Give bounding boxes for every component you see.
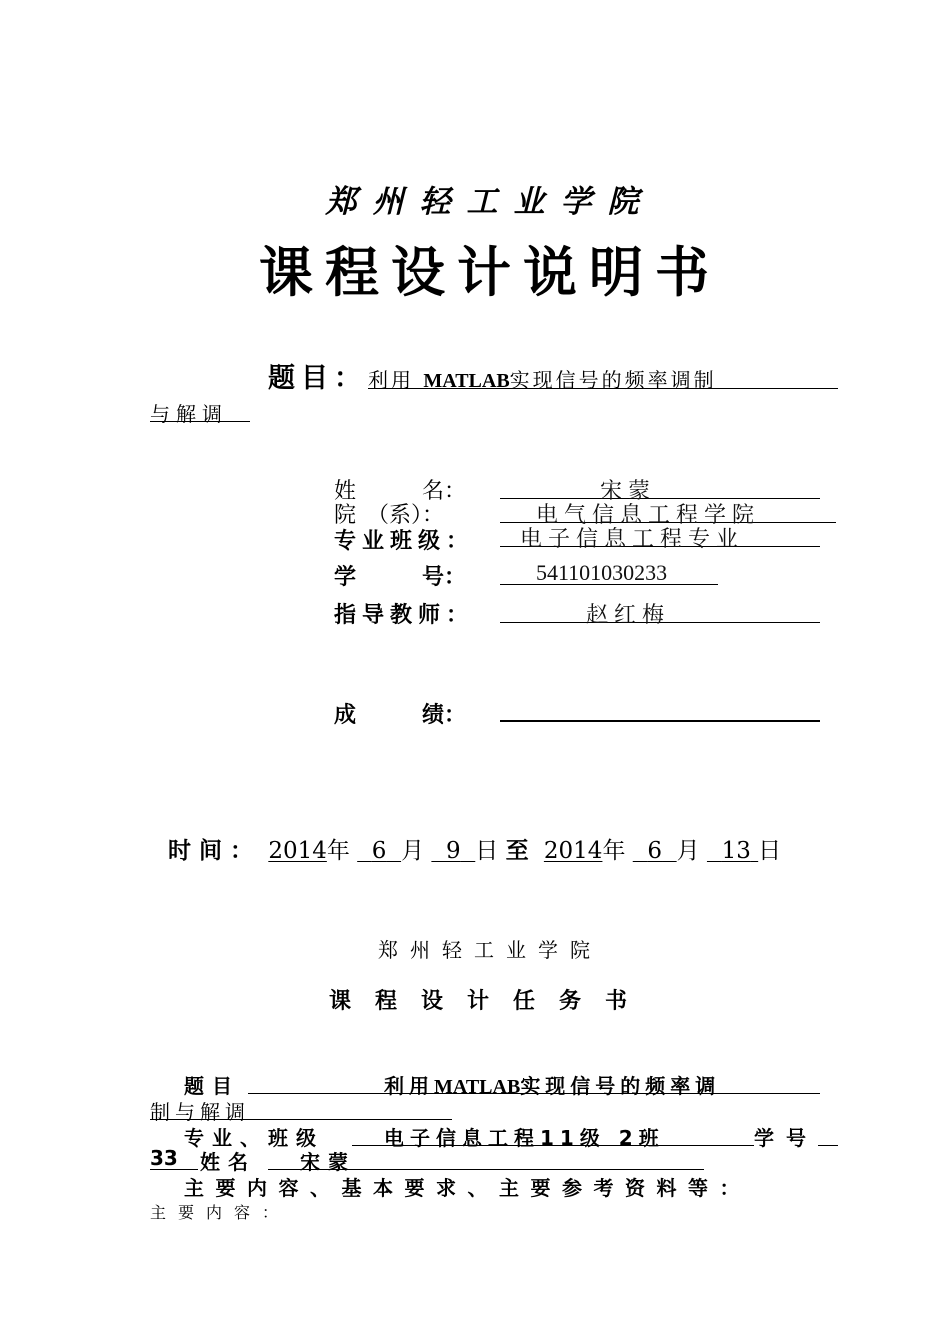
task-student-id-tail: 33 (150, 1146, 178, 1170)
task-school-name: 郑州轻工业学院 (378, 938, 602, 962)
task-major-value: 电子信息工程11级 2班 (384, 1126, 665, 1150)
start-day: 9 (446, 838, 461, 864)
month-char-2: 月 (676, 838, 700, 864)
department-label: 院 （系）： (334, 503, 445, 528)
topic-part-2: 实现信号的频率调制 (509, 368, 717, 392)
year-char-2: 年 (602, 838, 626, 864)
time-row (168, 832, 781, 865)
document-title: 课程设计说明书 (259, 241, 721, 304)
start-year: 2014 (268, 838, 327, 864)
grade-line (500, 696, 820, 722)
time-label: 时间： (168, 838, 261, 864)
end-day: 13 (721, 838, 751, 864)
advisor-label: 指导教师： (334, 603, 475, 628)
topic-text-line-2: 与解调 (150, 402, 228, 426)
department-value: 电气信息工程学院 (536, 503, 761, 528)
topic-latin: MATLAB (423, 370, 510, 392)
task-topic-text-1: 利用MATLAB实现信号的频率调 (384, 1074, 721, 1098)
major-value: 电子信息工程专业 (520, 527, 745, 552)
major-label: 专业班级： (334, 529, 475, 554)
task-topic-label: 题目 (184, 1074, 240, 1098)
end-month: 6 (647, 838, 663, 864)
year-char-1: 年 (326, 838, 350, 864)
name-label: 姓 名： (334, 479, 467, 504)
student-id-value: 541101030233 (536, 560, 668, 585)
task-title: 课程设计任务书 (328, 989, 651, 1014)
name-line (500, 474, 820, 499)
start-month: 6 (371, 838, 387, 864)
task-student-id-label: 学号 (754, 1126, 818, 1150)
topic-label: 题目： (268, 363, 367, 394)
task-name-value: 宋蒙 (300, 1150, 356, 1174)
student-id-label: 学 号： (334, 565, 467, 590)
task-content-heading: 主要内容、基本要求、主要参考资料等： (184, 1176, 751, 1200)
task-name-label: 姓名 (200, 1150, 256, 1174)
task-content-label: 主要内容： (150, 1203, 291, 1222)
task-topic-text-2: 制与解调 (150, 1100, 250, 1124)
grade-label: 成 绩： (334, 703, 467, 728)
day-char-2: 日 (758, 838, 782, 864)
name-value: 宋蒙 (600, 479, 657, 504)
month-char-1: 月 (401, 838, 425, 864)
topic-text-line-1 (368, 364, 717, 393)
end-year: 2014 (543, 838, 603, 864)
day-char-1: 日 (475, 838, 499, 864)
topic-part-1: 利用 (368, 368, 414, 392)
task-student-id-underline (818, 1122, 838, 1146)
school-name: 郑州轻工业学院 (325, 184, 655, 220)
time-to: 至 (505, 838, 537, 864)
advisor-value: 赵红梅 (586, 603, 671, 628)
task-major-label: 专业、班级 (184, 1126, 324, 1150)
